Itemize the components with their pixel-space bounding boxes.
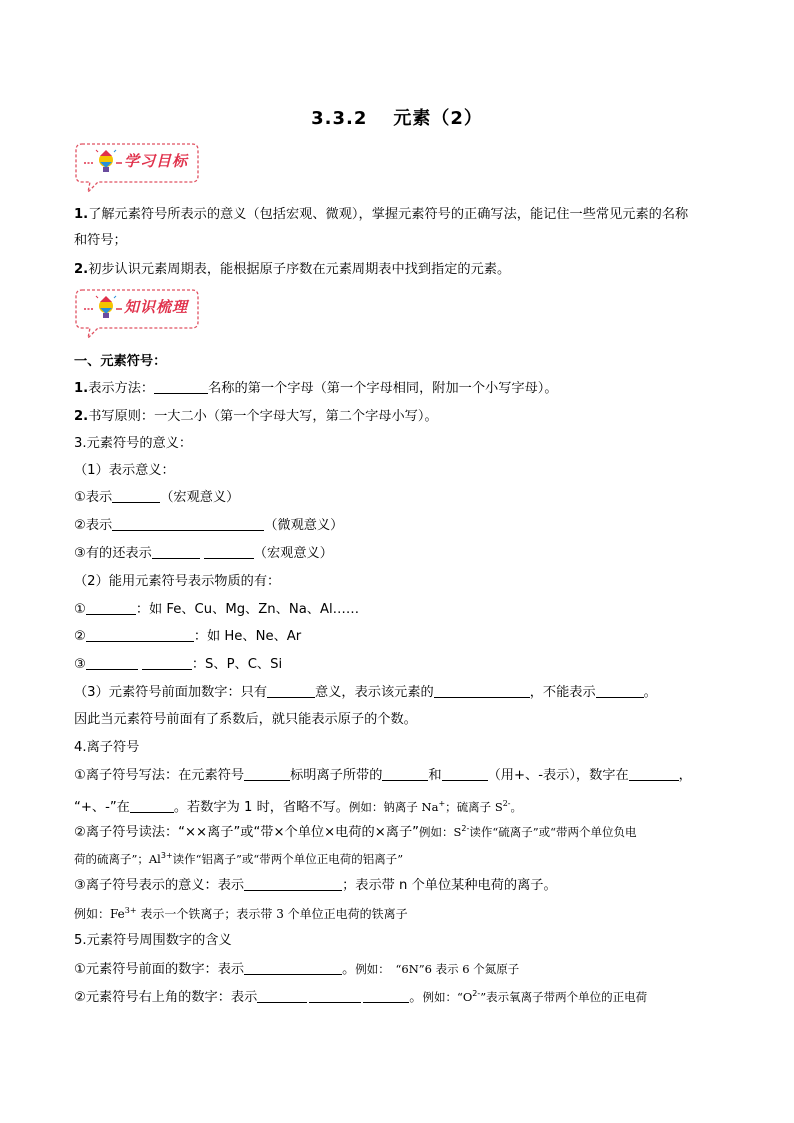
line-ion-meaning: ③离子符号表示的意义：表示 ；表示带 n 个单位某种电荷的离子。 [74, 878, 557, 893]
section-heading: 一、元素符号： [74, 354, 167, 369]
fill-blank[interactable] [442, 767, 488, 781]
fill-blank[interactable] [86, 601, 136, 615]
line-ion-reading: ②离子符号读法：“××离子”或“带×个单位×电荷的×离子”例如：$S^{2-}$读作“硫离子”或“带两个单位负电 [74, 824, 637, 840]
line-substance-3: ③ ：S、P、C、Si [74, 657, 283, 672]
goals-badge-label: 学习目标 [124, 152, 189, 170]
fill-blank[interactable] [596, 684, 644, 698]
line-number-meaning-heading: 5.元素符号周围数字的含义 [74, 933, 232, 948]
line-substance-2: ② ：如 He、Ne、Ar [74, 629, 302, 644]
line-number-superscript: ②元素符号右上角的数字：表示 。例如：“$O^{2-}$”表示氧离子带两个单位的正电荷 [74, 989, 648, 1005]
line-meaning-2: ②表示 （微观意义） [74, 518, 344, 533]
fill-blank[interactable] [244, 767, 290, 781]
title-number: 3.3.2 [311, 108, 368, 129]
fill-blank[interactable] [244, 877, 342, 891]
line-ion-example: 例如：$Fe^{3+}$ 表示一个铁离子；表示带 3 个单位正电荷的铁离子 [74, 906, 408, 921]
fill-blank[interactable] [86, 628, 194, 642]
fill-blank[interactable] [142, 656, 192, 670]
goals-badge [74, 142, 200, 184]
line-meaning-heading: 3.元素符号的意义： [74, 436, 193, 451]
line-ion-writing: ①离子符号写法：在元素符号 标明离子所带的 和 （用+、-表示），数字在 ， [74, 768, 692, 783]
page-title [0, 104, 794, 130]
goal-line-2: 2.初步认识元素周期表，能根据原子序数在元素周期表中找到指定的元素。 [74, 262, 511, 277]
line-ion-reading-cont: 荷的硫离子”；$Al^{3+}$读作“铝离子”或“带两个单位正电荷的铝离子” [74, 851, 404, 866]
fill-blank[interactable] [112, 489, 160, 503]
line-meaning-3: ③有的还表示 （宏观意义） [74, 546, 333, 561]
line-coefficient-note: 因此当元素符号前面有了系数后，就只能表示原子的个数。 [74, 712, 417, 727]
line-ion-writing-cont: “+、-”在 。若数字为 1 时，省略不写。例如：钠离子 Na+；硫离子 $S^{2-}$。 [74, 799, 523, 815]
goal-line-1: 1.了解元素符号所表示的意义（包括宏观、微观），掌握元素符号的正确写法，能记住一些常见元素的名称 [74, 207, 689, 222]
fill-blank[interactable] [154, 380, 208, 394]
line-writing-rule: 2.书写原则：一大二小（第一个字母大写，第二个字母小写）。 [74, 409, 438, 424]
line-meaning-sub1: （1）表示意义： [74, 463, 175, 478]
line-substance-heading: （2）能用元素符号表示物质的有： [74, 574, 281, 589]
line-meaning-1: ①表示 （宏观意义） [74, 490, 240, 505]
fill-blank[interactable] [309, 989, 361, 1003]
line-notation-method: 1.表示方法： 名称的第一个字母（第一个字母相同，附加一个小写字母）。 [74, 381, 558, 396]
fill-blank[interactable] [434, 684, 530, 698]
fill-blank[interactable] [257, 989, 307, 1003]
line-number-front: ①元素符号前面的数字：表示 。例如： “6N”6 表示 6 个氮原子 [74, 962, 520, 977]
goal-line-1-cont: 和符号； [74, 233, 127, 248]
fill-blank[interactable] [629, 767, 679, 781]
knowledge-badge-label: 知识梳理 [124, 298, 189, 316]
fill-blank[interactable] [204, 545, 254, 559]
fill-blank[interactable] [152, 545, 200, 559]
fill-blank[interactable] [382, 767, 428, 781]
fill-blank[interactable] [363, 989, 409, 1003]
knowledge-badge [74, 288, 200, 330]
fill-blank[interactable] [244, 961, 342, 975]
line-ion-heading: 4.离子符号 [74, 740, 140, 755]
title-name: 元素（2） [393, 108, 483, 129]
line-number-prefix: （3）元素符号前面加数字：只有 意义，表示该元素的 ，不能表示 。 [74, 685, 657, 700]
line-substance-1: ① ：如 Fe、Cu、Mg、Zn、Na、Al…… [74, 602, 360, 617]
fill-blank[interactable] [86, 656, 138, 670]
fill-blank[interactable] [267, 684, 315, 698]
fill-blank[interactable] [130, 799, 174, 813]
fill-blank[interactable] [112, 517, 264, 531]
